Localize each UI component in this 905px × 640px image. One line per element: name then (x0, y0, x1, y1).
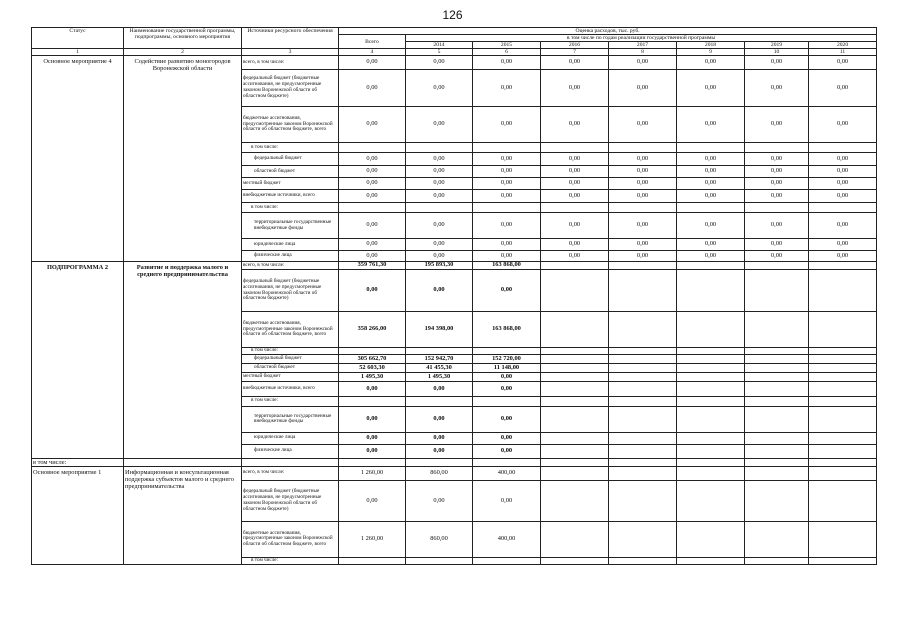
cell-year-value: 0,00 (541, 190, 609, 203)
cell-year-value: 0,00 (541, 213, 609, 239)
col-number: 9 (677, 49, 745, 56)
cell-year-value (809, 312, 877, 348)
row-source: юридические лица (242, 239, 339, 251)
cell-total (339, 143, 406, 153)
row-source: всего, в том числе: (242, 262, 339, 270)
empty-cell (809, 458, 877, 466)
header-year-2016: 2016 (541, 42, 609, 49)
header-year-2019: 2019 (745, 42, 809, 49)
cell-year-value (745, 143, 809, 153)
cell-year-value (609, 203, 677, 213)
cell-year-value (609, 406, 677, 432)
cell-year-value: 0,00 (406, 270, 473, 312)
cell-year-value (609, 270, 677, 312)
cell-year-value: 0,00 (677, 166, 745, 178)
row-source: бюджетные ассигнования, предусмотренные законом Воронежской области об областном бюджете, всего (242, 107, 339, 143)
cell-year-value: 41 455,30 (406, 363, 473, 372)
cell-year-value (677, 396, 745, 406)
page-number: 126 (442, 8, 463, 22)
header-name: Наименование государственной программы, подпрограммы, основного мероприятия (124, 28, 242, 49)
cell-year-value (677, 432, 745, 444)
cell-year-value (745, 372, 809, 381)
row-source: в том числе: (242, 203, 339, 213)
table-row (32, 458, 877, 466)
cell-year-value: 0,00 (677, 190, 745, 203)
cell-year-value (809, 363, 877, 372)
cell-year-value: 0,00 (541, 166, 609, 178)
row-source: областной бюджет (242, 363, 339, 372)
col-number: 11 (809, 49, 877, 56)
col-number: 5 (406, 49, 473, 56)
header-status: Статус (32, 28, 124, 49)
row-name: Содействие развитию моногородов Воронежской области (124, 56, 242, 262)
cell-year-value: 0,00 (809, 190, 877, 203)
cell-year-value: 0,00 (745, 166, 809, 178)
cell-total: 0,00 (339, 444, 406, 458)
cell-year-value (609, 466, 677, 480)
header-year-2017: 2017 (609, 42, 677, 49)
table-row (32, 262, 877, 270)
cell-year-value (677, 270, 745, 312)
cell-year-value (541, 262, 609, 270)
cell-year-value (745, 381, 809, 396)
cell-year-value: 1 495,30 (406, 372, 473, 381)
cell-year-value: 0,00 (745, 190, 809, 203)
cell-year-value: 0,00 (406, 178, 473, 190)
cell-total: 0,00 (339, 480, 406, 521)
cell-year-value (745, 480, 809, 521)
cell-total (339, 557, 406, 564)
cell-year-value: 400,00 (473, 521, 541, 557)
cell-year-value: 0,00 (809, 213, 877, 239)
cell-year-value: 0,00 (541, 153, 609, 166)
cell-year-value (541, 363, 609, 372)
cell-year-value: 0,00 (809, 251, 877, 262)
cell-year-value: 0,00 (609, 107, 677, 143)
cell-year-value (745, 557, 809, 564)
row-source: в том числе: (242, 396, 339, 406)
cell-year-value (609, 557, 677, 564)
cell-year-value: 0,00 (541, 178, 609, 190)
cell-year-value: 0,00 (745, 56, 809, 70)
cell-year-value (541, 270, 609, 312)
cell-total: 1 260,00 (339, 521, 406, 557)
cell-year-value: 0,00 (541, 239, 609, 251)
cell-year-value: 0,00 (541, 107, 609, 143)
cell-year-value (473, 396, 541, 406)
col-number: 10 (745, 49, 809, 56)
cell-year-value (541, 348, 609, 355)
cell-year-value (809, 432, 877, 444)
cell-total (339, 203, 406, 213)
header-estimate: Оценка расходов, тыс. руб. (339, 28, 877, 35)
empty-cell (541, 458, 609, 466)
cell-year-value: 0,00 (809, 56, 877, 70)
cell-year-value (406, 348, 473, 355)
cell-year-value (609, 521, 677, 557)
cell-year-value: 0,00 (473, 406, 541, 432)
cell-year-value: 0,00 (473, 270, 541, 312)
cell-year-value (809, 143, 877, 153)
cell-total: 0,00 (339, 153, 406, 166)
cell-year-value (809, 381, 877, 396)
cell-year-value (677, 406, 745, 432)
cell-year-value (745, 348, 809, 355)
cell-year-value (677, 143, 745, 153)
cell-year-value (809, 444, 877, 458)
cell-total: 0,00 (339, 166, 406, 178)
cell-year-value: 0,00 (406, 480, 473, 521)
header-by-year: в том числе по годам реализации государственной программы (406, 35, 877, 42)
col-number: 3 (242, 49, 339, 56)
cell-year-value: 0,00 (473, 178, 541, 190)
cell-total: 0,00 (339, 213, 406, 239)
cell-year-value: 0,00 (677, 107, 745, 143)
cell-year-value: 0,00 (677, 153, 745, 166)
cell-year-value (473, 557, 541, 564)
cell-year-value (677, 521, 745, 557)
cell-year-value: 0,00 (745, 107, 809, 143)
cell-year-value (809, 348, 877, 355)
cell-year-value: 0,00 (609, 251, 677, 262)
cell-year-value (745, 363, 809, 372)
row-source: федеральный бюджет (242, 354, 339, 363)
cell-year-value: 0,00 (745, 70, 809, 107)
cell-year-value (609, 444, 677, 458)
cell-year-value (609, 381, 677, 396)
row-source: местный бюджет (242, 372, 339, 381)
cell-year-value: 195 893,30 (406, 262, 473, 270)
cell-year-value: 0,00 (473, 480, 541, 521)
cell-total: 0,00 (339, 406, 406, 432)
cell-year-value: 0,00 (473, 190, 541, 203)
cell-year-value: 0,00 (406, 239, 473, 251)
empty-cell (677, 458, 745, 466)
cell-year-value: 0,00 (809, 107, 877, 143)
cell-year-value (745, 354, 809, 363)
row-source: всего, в том числе: (242, 466, 339, 480)
cell-year-value: 194 398,00 (406, 312, 473, 348)
row-source: в том числе: (242, 143, 339, 153)
cell-year-value: 0,00 (809, 166, 877, 178)
cell-year-value (541, 312, 609, 348)
cell-total: 0,00 (339, 70, 406, 107)
cell-total: 52 603,30 (339, 363, 406, 372)
row-source: территориальные государственные внебюджетные фонды (242, 213, 339, 239)
cell-year-value (406, 143, 473, 153)
row-status: Основное мероприятие 4 (32, 56, 124, 262)
cell-year-value: 0,00 (473, 107, 541, 143)
empty-cell (609, 458, 677, 466)
cell-year-value (677, 262, 745, 270)
header-year-2020: 2020 (809, 42, 877, 49)
row-source: внебюджетные источники, всего (242, 381, 339, 396)
cell-year-value (677, 354, 745, 363)
cell-total: 1 495,30 (339, 372, 406, 381)
cell-year-value: 0,00 (406, 381, 473, 396)
row-source: в том числе: (242, 557, 339, 564)
cell-total: 358 266,00 (339, 312, 406, 348)
cell-year-value: 0,00 (541, 70, 609, 107)
cell-year-value (677, 372, 745, 381)
cell-total: 1 260,00 (339, 466, 406, 480)
cell-year-value: 152 942,70 (406, 354, 473, 363)
cell-year-value: 0,00 (677, 56, 745, 70)
row-source: физические лица (242, 444, 339, 458)
empty-cell (339, 458, 406, 466)
cell-year-value (677, 203, 745, 213)
cell-year-value: 0,00 (473, 432, 541, 444)
cell-year-value: 0,00 (406, 406, 473, 432)
row-source: юридические лица (242, 432, 339, 444)
cell-year-value (541, 396, 609, 406)
cell-year-value: 163 868,00 (473, 312, 541, 348)
header-year-2014: 2014 (406, 42, 473, 49)
cell-year-value (609, 143, 677, 153)
cell-year-value: 400,00 (473, 466, 541, 480)
cell-year-value (745, 203, 809, 213)
cell-year-value: 11 148,00 (473, 363, 541, 372)
cell-year-value (745, 312, 809, 348)
row-source: областной бюджет (242, 166, 339, 178)
cell-year-value: 0,00 (473, 239, 541, 251)
cell-total: 0,00 (339, 270, 406, 312)
cell-year-value: 0,00 (473, 213, 541, 239)
cell-year-value: 0,00 (406, 213, 473, 239)
cell-year-value (406, 557, 473, 564)
cell-year-value (677, 312, 745, 348)
col-number: 7 (541, 49, 609, 56)
row-source: всего, в том числе: (242, 56, 339, 70)
cell-total: 359 761,30 (339, 262, 406, 270)
cell-year-value: 152 720,00 (473, 354, 541, 363)
cell-year-value: 0,00 (609, 166, 677, 178)
row-source: внебюджетные источники, всего (242, 190, 339, 203)
cell-year-value (609, 372, 677, 381)
cell-year-value (809, 354, 877, 363)
cell-total (339, 348, 406, 355)
cell-year-value (809, 521, 877, 557)
cell-year-value: 0,00 (406, 190, 473, 203)
cell-year-value: 163 868,00 (473, 262, 541, 270)
row-source: федеральный бюджет (бюджетные ассигнования, не предусмотренные законом Воронежской области об областном бюджете) (242, 480, 339, 521)
cell-year-value: 0,00 (677, 239, 745, 251)
cell-year-value: 860,00 (406, 521, 473, 557)
cell-year-value (677, 557, 745, 564)
cell-year-value (745, 396, 809, 406)
cell-total: 0,00 (339, 178, 406, 190)
cell-total: 0,00 (339, 107, 406, 143)
cell-year-value (541, 372, 609, 381)
cell-year-value (473, 348, 541, 355)
cell-year-value: 0,00 (677, 178, 745, 190)
cell-year-value: 0,00 (406, 432, 473, 444)
cell-year-value (406, 396, 473, 406)
cell-year-value (677, 444, 745, 458)
cell-year-value: 0,00 (609, 178, 677, 190)
cell-total: 0,00 (339, 381, 406, 396)
cell-total: 0,00 (339, 432, 406, 444)
header-source: Источники ресурсного обеспечения (242, 28, 339, 49)
cell-year-value (541, 444, 609, 458)
cell-year-value (809, 480, 877, 521)
cell-year-value (609, 396, 677, 406)
cell-year-value (809, 262, 877, 270)
cell-year-value: 0,00 (677, 213, 745, 239)
cell-year-value (541, 406, 609, 432)
row-source: физические лица (242, 251, 339, 262)
header-year-2015: 2015 (473, 42, 541, 49)
cell-year-value: 0,00 (406, 166, 473, 178)
cell-year-value: 0,00 (406, 444, 473, 458)
cell-year-value: 0,00 (473, 56, 541, 70)
empty-cell (745, 458, 809, 466)
empty-cell (406, 458, 473, 466)
cell-year-value: 0,00 (745, 213, 809, 239)
cell-year-value (541, 521, 609, 557)
cell-year-value: 0,00 (473, 444, 541, 458)
col-number: 6 (473, 49, 541, 56)
cell-year-value: 0,00 (473, 166, 541, 178)
row-name: Развитие и поддержка малого и среднего предпринимательства (124, 262, 242, 459)
cell-year-value (745, 262, 809, 270)
cell-year-value (541, 354, 609, 363)
cell-year-value (609, 432, 677, 444)
cell-year-value (609, 262, 677, 270)
cell-year-value: 0,00 (745, 251, 809, 262)
cell-year-value: 0,00 (541, 251, 609, 262)
col-number: 1 (32, 49, 124, 56)
cell-year-value (677, 348, 745, 355)
cell-year-value (809, 466, 877, 480)
cell-year-value (677, 363, 745, 372)
cell-total: 0,00 (339, 251, 406, 262)
row-source: бюджетные ассигнования, предусмотренные законом Воронежской области об областном бюджете, всего (242, 521, 339, 557)
cell-year-value: 0,00 (677, 251, 745, 262)
cell-total (339, 396, 406, 406)
cell-year-value: 0,00 (745, 178, 809, 190)
cell-year-value: 0,00 (473, 70, 541, 107)
cell-year-value (541, 557, 609, 564)
row-status: Основное мероприятие 1 (32, 466, 124, 564)
cell-year-value (609, 363, 677, 372)
cell-year-value (541, 381, 609, 396)
cell-year-value: 0,00 (809, 178, 877, 190)
cell-year-value (809, 557, 877, 564)
cell-year-value: 0,00 (745, 153, 809, 166)
cell-year-value: 0,00 (406, 56, 473, 70)
row-source: бюджетные ассигнования, предусмотренные законом Воронежской области об областном бюджете, всего (242, 312, 339, 348)
cell-year-value (745, 466, 809, 480)
cell-year-value: 0,00 (809, 239, 877, 251)
cell-year-value: 0,00 (609, 56, 677, 70)
cell-year-value: 0,00 (473, 153, 541, 166)
cell-year-value: 0,00 (609, 239, 677, 251)
cell-total: 305 662,70 (339, 354, 406, 363)
cell-year-value (541, 143, 609, 153)
header-total: Всего (339, 35, 406, 49)
empty-cell (124, 458, 242, 466)
cell-year-value (809, 203, 877, 213)
cell-year-value (541, 480, 609, 521)
cell-year-value: 0,00 (609, 190, 677, 203)
cell-year-value: 0,00 (406, 70, 473, 107)
cell-year-value: 0,00 (473, 251, 541, 262)
col-number: 2 (124, 49, 242, 56)
cell-total: 0,00 (339, 239, 406, 251)
cell-total: 0,00 (339, 190, 406, 203)
cell-year-value: 0,00 (609, 153, 677, 166)
row-source: местный бюджет (242, 178, 339, 190)
cell-year-value (609, 480, 677, 521)
row-name: Информационная и консультационная поддержка субъектов малого и среднего предпринимательства (124, 466, 242, 564)
cell-year-value (609, 312, 677, 348)
row-status: ПОДПРОГРАММА 2 (32, 262, 124, 459)
cell-year-value (541, 203, 609, 213)
table-row (32, 56, 877, 70)
cell-year-value: 0,00 (406, 251, 473, 262)
cell-year-value (473, 203, 541, 213)
cell-year-value (406, 203, 473, 213)
cell-year-value (809, 396, 877, 406)
col-number: 8 (609, 49, 677, 56)
cell-year-value: 0,00 (406, 153, 473, 166)
empty-cell (473, 458, 541, 466)
cell-year-value: 0,00 (677, 70, 745, 107)
cell-year-value (809, 270, 877, 312)
expense-table (31, 27, 877, 565)
cell-year-value (677, 480, 745, 521)
cell-year-value (473, 143, 541, 153)
cell-year-value (677, 381, 745, 396)
cell-year-value: 0,00 (406, 107, 473, 143)
table-row (32, 466, 877, 480)
cell-year-value (677, 466, 745, 480)
cell-year-value (745, 406, 809, 432)
col-number: 4 (339, 49, 406, 56)
cell-year-value: 0,00 (473, 381, 541, 396)
row-source: в том числе: (242, 348, 339, 355)
row-source: территориальные государственные внебюджетные фонды (242, 406, 339, 432)
cell-year-value (541, 432, 609, 444)
cell-year-value (745, 270, 809, 312)
row-source: федеральный бюджет (бюджетные ассигнования, не предусмотренные законом Воронежской области об областном бюджете) (242, 270, 339, 312)
cell-year-value: 0,00 (809, 153, 877, 166)
row-source: федеральный бюджет (бюджетные ассигнования, не предусмотренные законом Воронежской области об областном бюджете) (242, 70, 339, 107)
cell-year-value (541, 466, 609, 480)
cell-year-value (609, 354, 677, 363)
cell-year-value: 0,00 (745, 239, 809, 251)
cell-year-value: 0,00 (609, 70, 677, 107)
in-that-number-label: в том числе: (32, 458, 124, 466)
row-source: федеральный бюджет (242, 153, 339, 166)
cell-year-value: 860,00 (406, 466, 473, 480)
cell-year-value: 0,00 (809, 70, 877, 107)
header-year-2018: 2018 (677, 42, 745, 49)
cell-year-value: 0,00 (541, 56, 609, 70)
cell-total: 0,00 (339, 56, 406, 70)
cell-year-value: 0,00 (473, 372, 541, 381)
cell-year-value (745, 444, 809, 458)
cell-year-value: 0,00 (609, 213, 677, 239)
cell-year-value (745, 432, 809, 444)
cell-year-value (809, 406, 877, 432)
cell-year-value (609, 348, 677, 355)
empty-cell (242, 458, 339, 466)
cell-year-value (809, 372, 877, 381)
cell-year-value (745, 521, 809, 557)
